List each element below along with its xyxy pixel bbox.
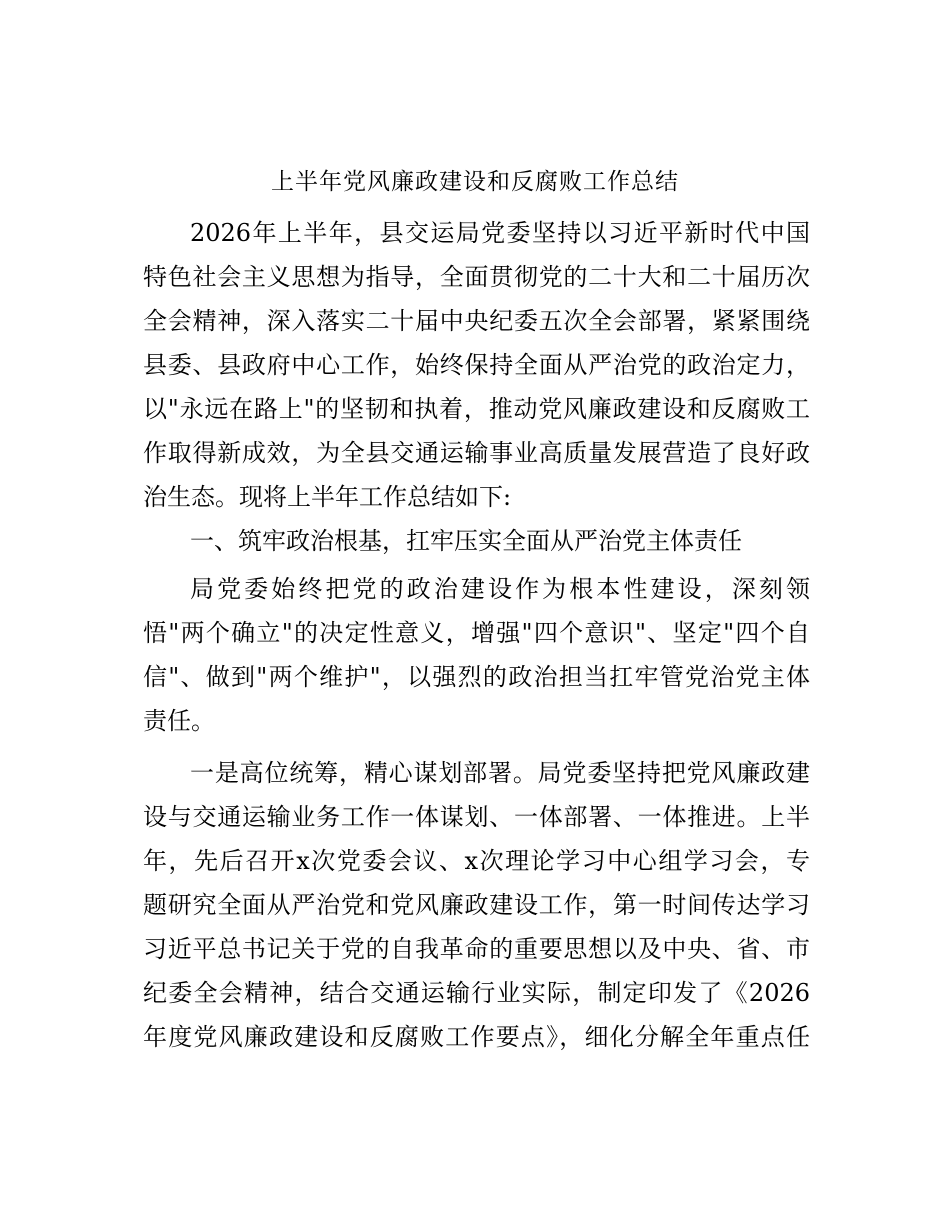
paragraph-line: 治生态。现将上半年工作总结如下: (143, 483, 512, 511)
paragraph-line: 责任。 (143, 707, 215, 735)
paragraph-line: 年度党风廉政建设和反腐败工作要点》，细化分解全年重点任 (143, 1023, 810, 1051)
paragraph-line: 题研究全面从严治党和党风廉政建设工作，第一时间传达学习 (143, 891, 810, 919)
paragraph-line: 全会精神，深入落实二十届中央纪委五次全会部署，紧紧围绕 (143, 307, 810, 335)
paragraph-line: 悟"两个确立"的决定性意义，增强"四个意识"、坚定"四个自 (143, 619, 810, 647)
paragraph-line: 县委、县政府中心工作，始终保持全面从严治党的政治定力， (143, 351, 810, 379)
paragraph-line: 纪委全会精神，结合交通运输行业实际，制定印发了《2026 (143, 979, 810, 1007)
paragraph-line: 设与交通运输业务工作一体谋划、一体部署、一体推进。上半 (143, 803, 810, 831)
paragraph-line: 局党委始终把党的政治建设作为根本性建设，深刻领 (190, 575, 810, 603)
paragraph-line: 2026年上半年，县交运局党委坚持以习近平新时代中国 (190, 219, 810, 247)
paragraph-line: 信"、做到"两个维护"，以强烈的政治担当扛牢管党治党主体 (143, 663, 810, 691)
paragraph-line: 习近平总书记关于党的自我革命的重要思想以及中央、省、市 (143, 935, 810, 963)
paragraph-line: 特色社会主义思想为指导，全面贯彻党的二十大和二十届历次 (143, 263, 810, 291)
document-title: 上半年党风廉政建设和反腐败工作总结 (271, 169, 679, 195)
paragraph-line: 年，先后召开x次党委会议、x次理论学习中心组学习会，专 (143, 847, 810, 875)
paragraph-line: 以"永远在路上"的坚韧和执着，推动党风廉政建设和反腐败工 (143, 395, 810, 423)
section-heading: 一、筑牢政治根基，扛牢压实全面从严治党主体责任 (190, 527, 742, 555)
paragraph-line: 作取得新成效，为全县交通运输事业高质量发展营造了良好政 (143, 439, 810, 467)
paragraph-line: 一是高位统筹，精心谋划部署。局党委坚持把党风廉政建 (190, 759, 810, 787)
